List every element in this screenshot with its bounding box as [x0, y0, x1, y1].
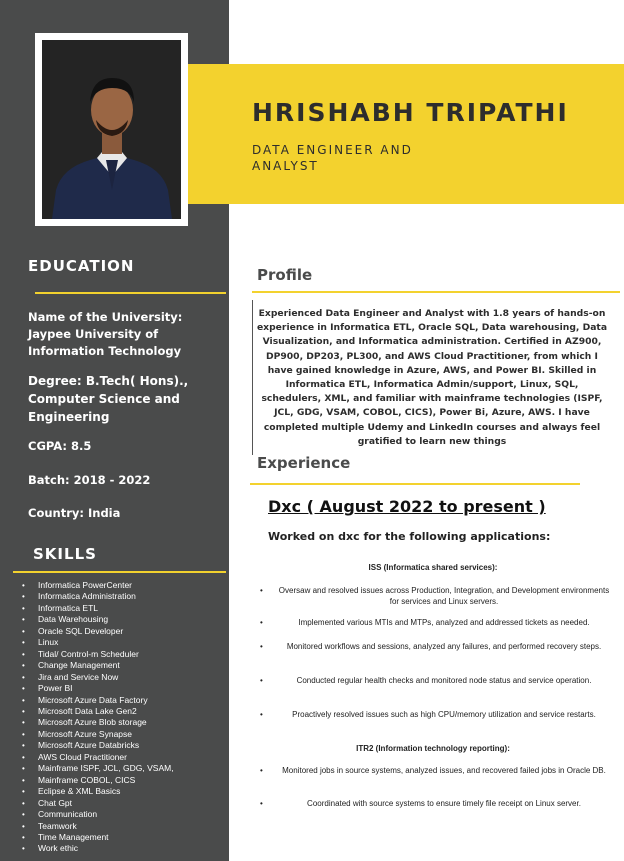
skill-item: • Microsoft Data Lake Gen2: [22, 706, 227, 717]
bullet-text: Coordinated with source systems to ensure timely file receipt on Linux server.: [307, 799, 581, 808]
experience-divider: [250, 483, 580, 485]
iss-bullet: [252, 586, 614, 607]
skill-item: • Microsoft Azure Blob storage: [22, 717, 227, 728]
profile-heading: Profile: [257, 266, 313, 284]
photo-frame: [35, 33, 188, 226]
iss-bullet: [252, 642, 614, 653]
bullet-text: Proactively resolved issues such as high CPU/memory utilization and service restarts.: [292, 710, 596, 719]
bullet-text: Conducted regular health checks and monitored node status and service operation.: [296, 676, 592, 685]
candidate-role: DATA ENGINEER AND ANALYST: [252, 143, 413, 173]
education-university: Name of the University: Jaypee University of Information Technology: [28, 310, 183, 358]
bullet-icon: •: [260, 642, 263, 651]
bullet-text: Monitored workflows and sessions, analyzed any failures, and performed recovery steps.: [286, 642, 602, 651]
skill-item: • Communication: [22, 809, 227, 820]
education-divider: [35, 292, 226, 294]
iss-heading: ISS (Informatica shared services):: [368, 563, 498, 572]
education-degree: Degree: B.Tech( Hons)., Computer Science and Engineering: [28, 374, 189, 424]
skill-item: • Teamwork: [22, 821, 227, 832]
header-band: [188, 64, 624, 204]
skill-item: • Mainframe ISPF, JCL, GDG, VSAM,: [22, 763, 227, 774]
skill-item: • Power BI: [22, 683, 227, 694]
skill-item: • Chat Gpt: [22, 798, 227, 809]
skill-item: • Tidal/ Control-m Scheduler: [22, 649, 227, 660]
bullet-text: Monitored jobs in source systems, analyzed issues, and recovered failed jobs in Oracle DB.: [282, 766, 606, 775]
itr-bullet: [252, 766, 614, 777]
profile-text: Experienced Data Engineer and Analyst with 1.8 years of hands-on experience in Informatica ETL, Oracle SQL, Data warehousing, Data Visualization, and Informatica administration. Certified in AZ900, DP900, DP203, PL300, and AWS Cloud Practitioner, from which I have gained knowledge in Azure, AWS, and Power BI. Skilled in Informatica ETL, Informatica Admin/support, Linux, SQL, schedulers, XML, and familiar with mainframe technologies (ISPF, JCL, GDG, VSAM, COBOL, CICS), Power Bi, Azure, AWS. I have completed multiple Udemy and LinkedIn courses and always feel gratified to learn new things: [256, 308, 608, 447]
iss-bullet: [252, 710, 614, 721]
skill-item: • Data Warehousing: [22, 614, 227, 625]
skill-item: • Linux: [22, 637, 227, 648]
skills-divider: [13, 571, 226, 573]
iss-bullet: [252, 676, 614, 687]
skill-item: • Eclipse & XML Basics: [22, 786, 227, 797]
itr-bullet: [252, 799, 614, 810]
experience-heading: Experience: [257, 454, 351, 472]
profile-side-rule: [252, 300, 253, 455]
skill-item: • Time Management: [22, 832, 227, 843]
skills-list: [22, 580, 227, 855]
skill-item: • Microsoft Azure Data Factory: [22, 695, 227, 706]
skill-item: • Change Management: [22, 660, 227, 671]
skills-heading: SKILLS: [33, 545, 97, 563]
profile-photo: [42, 40, 181, 219]
job-title: Dxc ( August 2022 to present ): [268, 497, 546, 516]
profile-divider: [252, 291, 620, 293]
skill-item: • Microsoft Azure Databricks: [22, 740, 227, 751]
education-batch: Batch: 2018 - 2022: [28, 473, 151, 487]
skill-item: • AWS Cloud Practitioner: [22, 752, 227, 763]
job-subtitle: Worked on dxc for the following applications:: [268, 530, 551, 543]
iss-bullet: [252, 618, 614, 629]
bullet-icon: •: [260, 586, 263, 595]
bullet-icon: •: [260, 676, 263, 685]
skill-item: • Informatica ETL: [22, 603, 227, 614]
skill-item: • Informatica Administration: [22, 591, 227, 602]
education-heading: EDUCATION: [28, 257, 135, 275]
skill-item: • Jira and Service Now: [22, 672, 227, 683]
bullet-icon: •: [260, 618, 263, 627]
skill-item: • Oracle SQL Developer: [22, 626, 227, 637]
person-silhouette-icon: [42, 40, 181, 219]
skill-item: • Microsoft Azure Synapse: [22, 729, 227, 740]
bullet-icon: •: [260, 766, 263, 775]
bullet-icon: •: [260, 710, 263, 719]
bullet-icon: •: [260, 799, 263, 808]
education-cgpa: CGPA: 8.5: [28, 439, 92, 453]
skill-item: • Informatica PowerCenter: [22, 580, 227, 591]
candidate-name: HRISHABH TRIPATHI: [252, 98, 569, 127]
bullet-text: Implemented various MTIs and MTPs, analyzed and addressed tickets as needed.: [298, 618, 590, 627]
skill-item: • Mainframe COBOL, CICS: [22, 775, 227, 786]
skill-item: • Work ethic: [22, 843, 227, 854]
itr-heading: ITR2 (Information technology reporting):: [356, 744, 510, 753]
bullet-text: Oversaw and resolved issues across Production, Integration, and Development environments for services and Linux servers.: [278, 586, 610, 606]
education-country: Country: India: [28, 506, 121, 520]
